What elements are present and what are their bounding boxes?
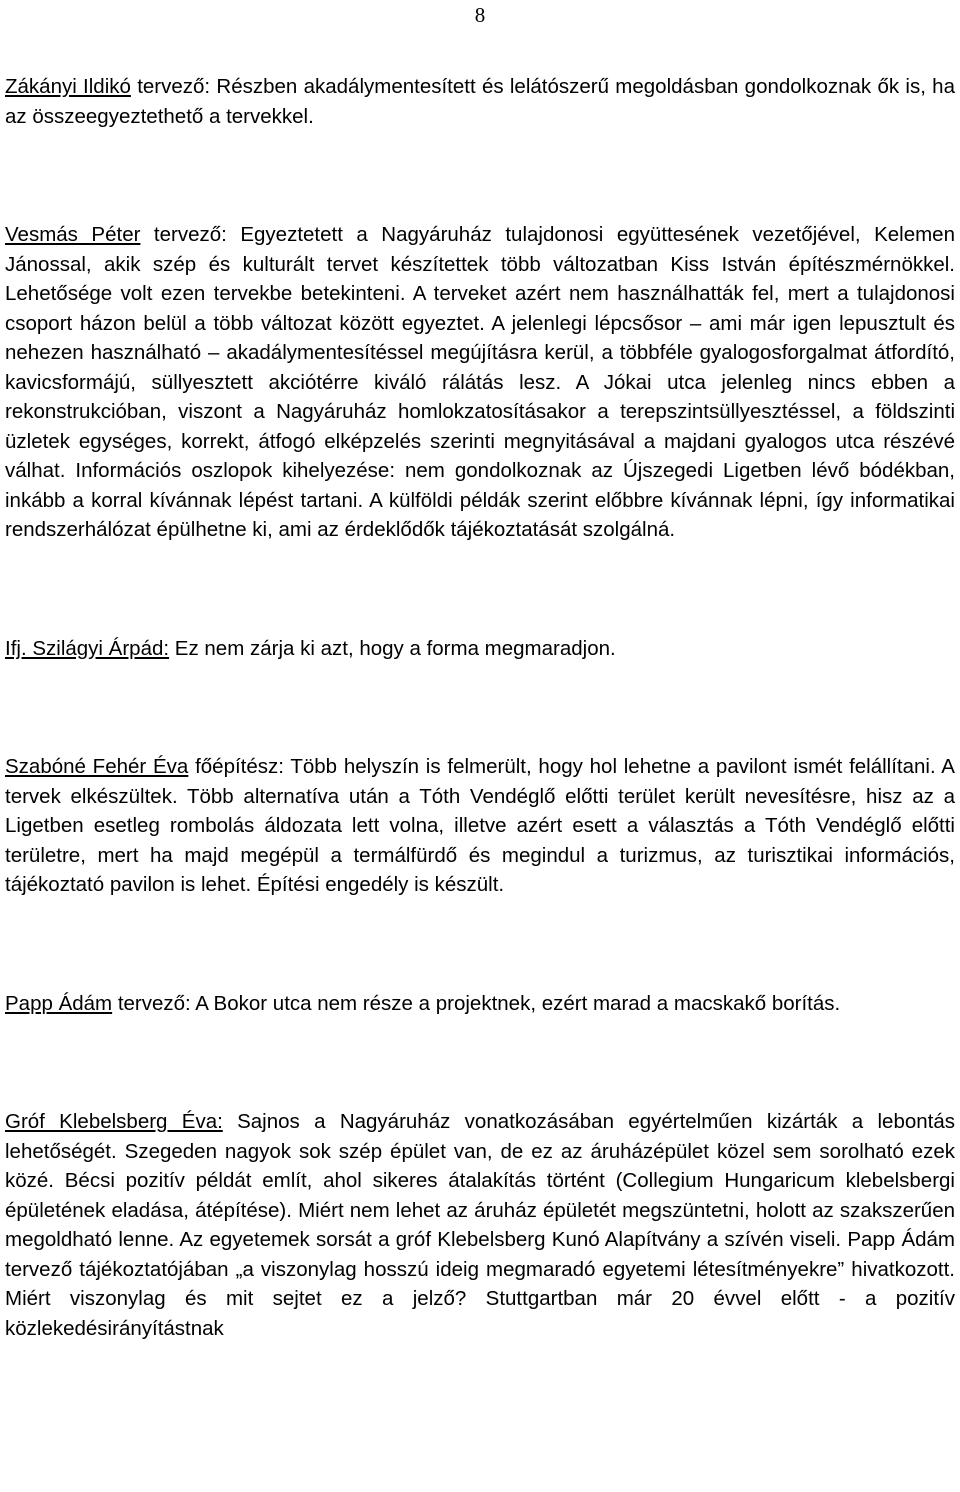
entry-szabone bbox=[5, 752, 955, 900]
entry-text: főépítész: Több helyszín is felmerült, hogy hol lehetne a pavilont ismét felállítani. A tervek elkészültek. Több alternatíva után a Tóth Vendéglő előtti terület került nevesítésre, hisz az a Ligetben esetleg rombolás áldozata lett volna, illetve azért esett a választás a Tóth Vendéglő előtti területre, mert ha majd megépül a termálfürdő és megindul a turizmus, az turisztikai információs, tájékoztató pavilon is lehet. Építési engedély is készült. bbox=[5, 755, 955, 896]
entry-papp bbox=[5, 989, 955, 1019]
page-number: 8 bbox=[474, 3, 486, 27]
paragraph-spacer bbox=[5, 131, 955, 220]
entry-text: Sajnos a Nagyáruház vonatkozásában egyértelműen kizárták a lebontás lehetőségét. Szegeden nagyok sok szép épület van, de ez az áruházépület közel sem sorolható ezek közé. Bécsi pozitív példát említ, ahol sikeres átalakítás történt (Collegium Hungaricum klebelsbergi épületének eladása, átépítése). Miért nem lehet az áruház épületét megszüntetni, holott az szakszerűen megoldható lenne. Az egyetemek sorsát a gróf Klebelsberg Kunó Alapítvány a szívén viseli. Papp Ádám tervező tájékoztatójában „a viszonylag hosszú ideig megmaradó egyetemi létesítményekre” hivatkozott. Miért viszonylag és mit sejtet ez a jelző? Stuttgartban már 20 évvel előtt - a pozitív közlekedésirányítástnak bbox=[5, 1110, 955, 1340]
entry-szilagyi bbox=[5, 634, 955, 664]
entry-vesmas bbox=[5, 220, 955, 545]
speaker-name: Vesmás Péter bbox=[5, 223, 141, 246]
document-body bbox=[5, 72, 955, 1343]
speaker-name: Gróf Klebelsberg Éva: bbox=[5, 1110, 223, 1133]
speaker-name: Papp Ádám bbox=[5, 991, 113, 1015]
paragraph-spacer bbox=[5, 545, 955, 634]
speaker-name: Szabóné Fehér Éva bbox=[5, 755, 189, 778]
entry-text: tervező: Egyeztetett a Nagyáruház tulajdonosi együttesének vezetőjével, Kelemen Jánossal, akik szép és kulturált tervet készítettek több változatban Kiss István építészmérnökkel. Lehetősége volt ezen tervekbe betekinteni. A terveket azért nem használhatták fel, mert a tulajdonosi csoport házon belül a több változat között egyeztet. A jelenlegi lépcsősor – ami már igen lepusztult és nehezen használható – akadálymentesítéssel megújításra kerül, a többféle gyalogosforgalmat átfordító, kavicsformájú, süllyesztett akciótérre kiváló rálátás lesz. A Jókai utca jelenleg nincs ebben a rekonstrukcióban, viszont a Nagyáruház homlokzatosításakor a terepszintsüllyesztéssel, a földszinti üzletek egységes, korrekt, átfogó elképzelés szerinti megnyitásával a majdani gyalogos utca részévé válhat. Információs oszlopok kihelyezése: nem gondolkoznak az Újszegedi Ligetben lévő bódékban, inkább a korral kívánnak lépést tartani. A külföldi példák szerint előbbre kívánnak lépni, így informatikai rendszerhálózat épülhetne ki, ami az érdeklődők tájékoztatását szolgálná. bbox=[5, 223, 955, 541]
entry-text: Ez nem zárja ki azt, hogy a forma megmaradjon. bbox=[169, 636, 616, 660]
speaker-name: Ifj. Szilágyi Árpád: bbox=[5, 636, 170, 660]
paragraph-spacer bbox=[5, 900, 955, 989]
entry-klebelsberg bbox=[5, 1107, 955, 1343]
entry-text: tervező: A Bokor utca nem része a projektnek, ezért marad a macskakő borítás. bbox=[112, 991, 841, 1015]
entry-zakanyi bbox=[5, 72, 955, 131]
paragraph-spacer bbox=[5, 663, 955, 752]
paragraph-spacer bbox=[5, 1018, 955, 1107]
speaker-name: Zákányi Ildikó bbox=[5, 75, 131, 98]
entry-text: tervező: Részben akadálymentesített és lelátószerű megoldásban gondolkoznak ők is, ha az összeegyeztethető a tervekkel. bbox=[5, 75, 955, 128]
